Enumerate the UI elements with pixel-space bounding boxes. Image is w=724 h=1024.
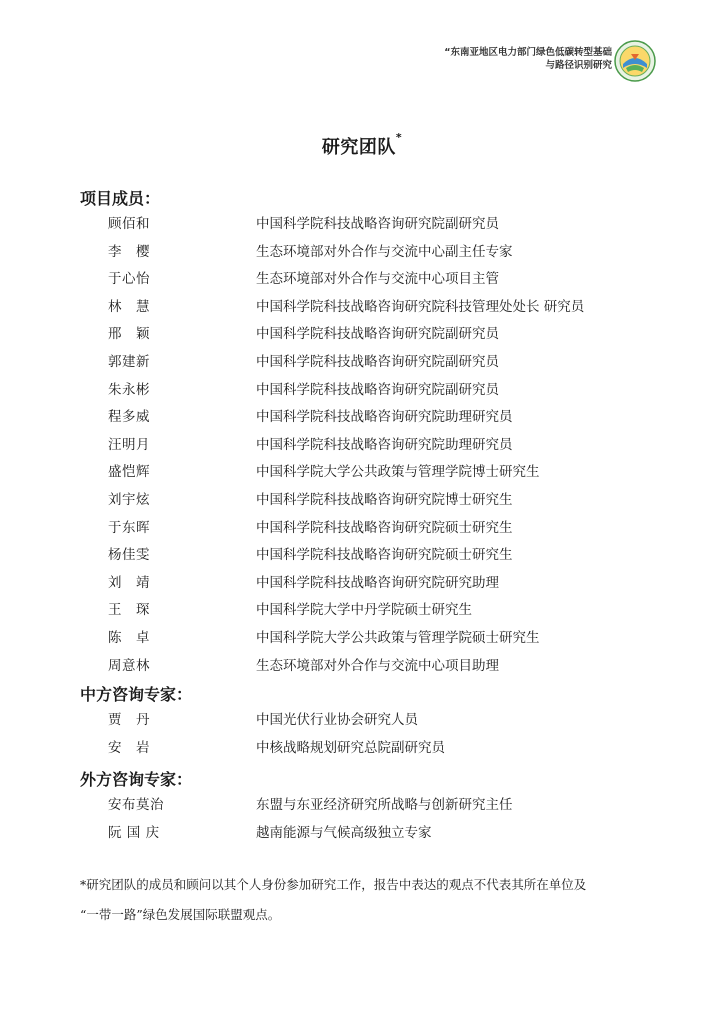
member-name: 陈 卓 — [108, 630, 150, 646]
member-name: 刘宇炫 — [108, 492, 150, 508]
footnote — [80, 870, 650, 930]
running-header — [444, 46, 612, 72]
member-name: 林 慧 — [108, 298, 150, 315]
member-name: 盛恺辉 — [108, 464, 150, 481]
member-role: 中国科学院大学公共政策与管理学院硕士研究生 — [256, 630, 540, 646]
member-role: 中国科学院科技战略咨询研究院硕士研究生 — [256, 519, 513, 536]
member-name: 汪明月 — [108, 436, 150, 453]
member-role: 中国科学院科技战略咨询研究院研究助理 — [256, 574, 499, 591]
member-role: 中国科学院科技战略咨询研究院硕士研究生 — [256, 547, 513, 564]
member-name: 邢 颖 — [108, 326, 150, 343]
member-role: 中核战略规划研究总院副研究员 — [256, 740, 445, 756]
member-role: 中国科学院科技战略咨询研究院科技管理处处长 研究员 — [256, 298, 585, 315]
section-heading: 项目成员： — [80, 189, 161, 208]
member-name: 贾 丹 — [108, 712, 150, 728]
member-role: 中国科学院大学公共政策与管理学院博士研究生 — [256, 464, 540, 481]
page-title-footnote-mark: * — [395, 131, 403, 144]
member-role: 中国科学院科技战略咨询研究院副研究员 — [256, 354, 499, 370]
member-role: 生态环境部对外合作与交流中心项目助理 — [256, 657, 499, 674]
page-title — [0, 133, 724, 159]
member-name: 程多威 — [108, 409, 150, 426]
member-role: 中国科学院科技战略咨询研究院助理研究员 — [256, 409, 513, 426]
member-name: 阮 国 庆 — [108, 825, 160, 841]
section-heading: 外方咨询专家： — [80, 770, 193, 789]
member-name: 顾佰和 — [108, 216, 150, 232]
member-name: 王 琛 — [108, 602, 150, 619]
footnote-line2: “一带一路”绿色发展国际联盟观点。 — [80, 907, 281, 922]
member-role: 中国科学院科技战略咨询研究院助理研究员 — [256, 436, 513, 453]
page-title-text: 研究团队 — [321, 137, 396, 158]
member-name: 刘 靖 — [108, 574, 150, 591]
member-role: 越南能源与气候高级独立专家 — [256, 825, 432, 841]
running-header-line1: “东南亚地区电力部门绿色低碳转型基础 — [444, 47, 612, 58]
member-name: 郭建新 — [108, 354, 150, 370]
running-header-line2: 与路径识别研究 — [545, 60, 612, 71]
member-name: 李 樱 — [108, 243, 150, 260]
member-role: 中国科学院科技战略咨询研究院副研究员 — [256, 326, 499, 343]
member-name: 周意林 — [108, 657, 150, 674]
member-name: 安 岩 — [108, 740, 150, 756]
member-role: 生态环境部对外合作与交流中心项目主管 — [256, 271, 499, 288]
member-name: 安布莫治 — [108, 797, 164, 813]
member-role: 中国科学院科技战略咨询研究院副研究员 — [256, 381, 499, 398]
member-role: 生态环境部对外合作与交流中心副主任专家 — [256, 243, 513, 260]
member-name: 朱永彬 — [108, 381, 150, 398]
section-heading: 中方咨询专家： — [80, 685, 193, 704]
conference-logo-icon — [614, 40, 656, 82]
member-role: 东盟与东亚经济研究所战略与创新研究主任 — [256, 797, 513, 813]
member-role: 中国科学院科技战略咨询研究院副研究员 — [256, 216, 499, 232]
member-name: 于东晖 — [108, 519, 150, 536]
member-role: 中国光伏行业协会研究人员 — [256, 712, 418, 728]
member-role: 中国科学院大学中丹学院硕士研究生 — [256, 602, 472, 619]
member-name: 于心怡 — [108, 271, 150, 288]
footnote-line1: *研究团队的成员和顾问以其个人身份参加研究工作，报告中表达的观点不代表其所在单位及 — [80, 877, 587, 892]
member-role: 中国科学院科技战略咨询研究院博士研究生 — [256, 492, 513, 508]
member-name: 杨佳雯 — [108, 547, 150, 564]
